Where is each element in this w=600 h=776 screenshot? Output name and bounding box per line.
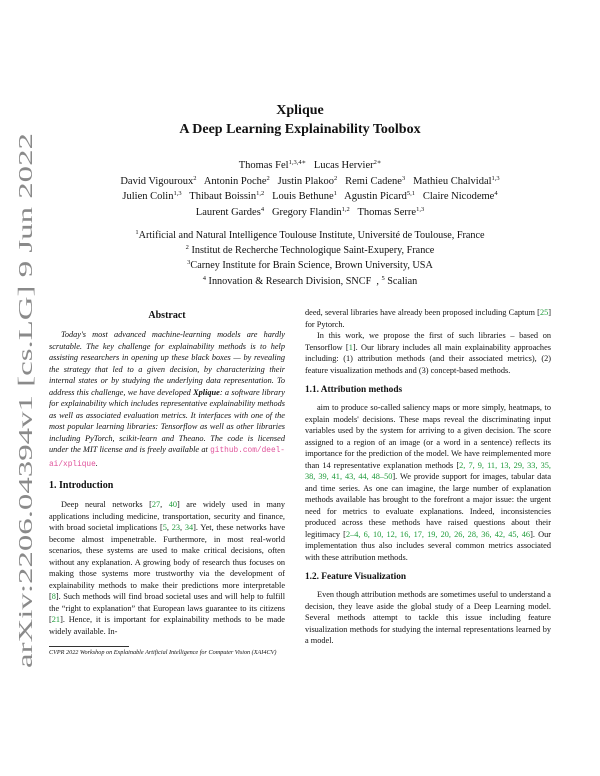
author-name: Lucas Hervier xyxy=(313,160,374,171)
arxiv-stamp xyxy=(6,128,44,668)
affiliation-4-5: $^4$ Innovation & Research Division, SNCF , $^5$ Scalian xyxy=(202,274,418,287)
citation-link[interactable]: 8 xyxy=(51,592,56,601)
affiliation-3: $^3$Carney Institute for Brain Science, Brown University, USA xyxy=(187,259,433,272)
title-line-1: Xplique xyxy=(276,103,324,118)
citation-link[interactable]: 40 xyxy=(168,500,178,509)
abstract-text: Today's most advanced machine-learning models are hardly scrutable. The key challenge for explainability methods is to help assisting researchers in opening up these black boxes — by revealing the strategy that led to a given decision, by characterizing their internal states or by studying the underlying data representation. To address this challenge, we have developed Xplique: a software library for explainability which includes representative explainability methods as well as associated evaluation metrics. It interfaces with one of the most popular learning libraries: Tensorflow as well as other libraries including PyTorch, scikit-learn and Theano. The code is licensed under the MIT license and is freely available at github.com/deel-ai/xplique. xyxy=(49,330,285,469)
github-link[interactable]: github.com/deel-ai/xplique xyxy=(49,447,285,469)
author-name: Agustin Picard xyxy=(344,191,407,203)
left-column xyxy=(49,310,285,637)
title-line-2: A Deep Learning Explainability Toolbox xyxy=(179,122,421,137)
affiliation-1: $^1$Artificial and Natural Intelligence Toulouse Institute, Université de Toulouse, France xyxy=(135,229,485,241)
arxiv-stamp-text: arXiv:2206.04394v1 [cs.LG] 9 Jun 2022 xyxy=(16,350,37,668)
attribution-heading: 1.1. Attribution methods xyxy=(305,385,403,395)
citation-link[interactable]: 21 xyxy=(51,615,61,624)
paragraph: In this work, we propose the first of such libraries – based on Tensorflow [1]. Our library includes all main explainability approaches including: (1) attribution methods (and their associated metrics), (2) feature visualization methods and (3) concept-based methods. xyxy=(305,331,551,375)
author-line-4: Laurent Gardes$^4$ Gregory Flandin$^{1,2}$ Thomas Serre$^{1,3}$ xyxy=(195,205,425,218)
author-name: David Vigouroux xyxy=(120,175,194,187)
feature-visualization-heading: 1.2. Feature Visualization xyxy=(305,572,407,582)
paragraph: Even though attribution methods are sometimes useful to understand a decision, they leave aside the global study of a Deep Learning model. Several methods attempt to tackle this issue including feature visualization methods for studying the internal representations learned by a model. xyxy=(305,590,551,645)
citation-link[interactable]: 23 xyxy=(171,523,181,532)
intro-heading: 1. Introduction xyxy=(49,480,114,491)
footnote-rule xyxy=(49,646,129,647)
citation-link[interactable]: 25 xyxy=(539,308,549,317)
paragraph: aim to produce so-called saliency maps or more simply, heatmaps, to explain models' decisions. These maps reveal the discriminating input variables used by the system for arriving to a given decision. The score assigned to a region of an image (or a word in a sentence) reflects its importance for the prediction of the model. We have reimplemented more than 14 representative explanation methods [2, 7, 9, 11, 13, 29, 33, 35, 38, 39, 41, 43, 44, 48–50]. We provide support for images, tabular data and time series. As one can imagine, the large number of explanation methods available has brought to the forefront a major issue: the urgent need for metrics to evaluate explanations. Indeed, inconsistencies produced across these methods have raised questions about their legitimacy [2–4, 6, 10, 12, 16, 17, 19, 20, 26, 28, 36, 42, 45, 46]. Our implementation thus also includes several common metrics associated with these attribution methods. xyxy=(305,403,551,562)
right-column xyxy=(305,307,551,647)
author-name: Claire Nicodeme xyxy=(422,191,495,203)
citation-link[interactable]: 2, 7, 9, 11, 13, 29, 33, 35, 38, 39, 41, 43, 44, 48–50 xyxy=(305,460,551,481)
abstract-heading: Abstract xyxy=(148,310,186,321)
author-name: Thibaut Boissin xyxy=(189,191,257,203)
author-name: Antonin Poche xyxy=(203,175,267,187)
author-name: Remi Cadene xyxy=(345,175,402,187)
citation-link[interactable]: 1 xyxy=(348,342,353,352)
citation-link[interactable]: 27 xyxy=(151,500,161,509)
author-name: Laurent Gardes xyxy=(195,206,261,218)
author-name: Thomas Fel xyxy=(238,160,289,171)
author-list xyxy=(55,158,565,220)
author-line-1: Thomas Fel$^{1,3,4∗}$ Lucas Hervier$^{2∗}$ xyxy=(238,159,382,171)
paragraph: deed, several libraries have already been proposed including Captum [25] for Pytorch. xyxy=(305,308,551,329)
author-name: Julien Colin xyxy=(122,191,174,203)
author-name: Justin Plakoo xyxy=(277,175,334,187)
paper-title xyxy=(0,101,600,139)
affiliations xyxy=(55,228,565,289)
citation-link[interactable]: 5 xyxy=(162,523,167,532)
author-name: Louis Bethune xyxy=(272,191,334,203)
author-name: Thomas Serre xyxy=(357,206,417,218)
affiliation-2: $^2$ Institut de Recherche Technologique Saint-Exupery, France xyxy=(185,244,435,257)
author-line-2: David Vigouroux$^2$ Antonin Poche$^2$ Justin Plakoo$^2$ Remi Cadene$^3$ Mathieu Chalvidal$^{1,3}$ xyxy=(120,174,500,187)
author-name: Gregory Flandin xyxy=(271,206,342,218)
footnote: CVPR 2022 Workshop on Explainable Artificial Intelligence for Computer Vision (XAI4CV) xyxy=(49,649,277,656)
citation-link[interactable]: 2–4, 6, 10, 12, 16, 17, 19, 20, 26, 28, 36, 42, 45, 46 xyxy=(345,529,531,539)
author-name: Mathieu Chalvidal xyxy=(413,175,492,187)
intro-paragraph: Deep neural networks [27, 40] are widely used in many applications including medicine, transportation, security and finance, with broad societal implications [5, 23, 34]. Yet, these networks have become almost impenetrable. Furthermore, in most real-world scenarios, these systems are used to make critical decisions, often without any explanation. A growing body of research thus focuses on making those systems more trustworthy via the development of explainability methods to make their predictions more interpretable [8]. Such methods will find broad societal uses and will help to fulfill the “right to explanation” that European laws guarantee to its citizens [21]. Hence, it is important for explainability methods to be made widely available. In- xyxy=(49,500,286,636)
citation-link[interactable]: 34 xyxy=(184,523,194,532)
author-line-3: Julien Colin$^{1,3}$ Thibaut Boissin$^{1,2}$ Louis Bethune$^1$ Agustin Picard$^{5,1}$ Claire Nicodeme$^4$ xyxy=(122,190,498,203)
